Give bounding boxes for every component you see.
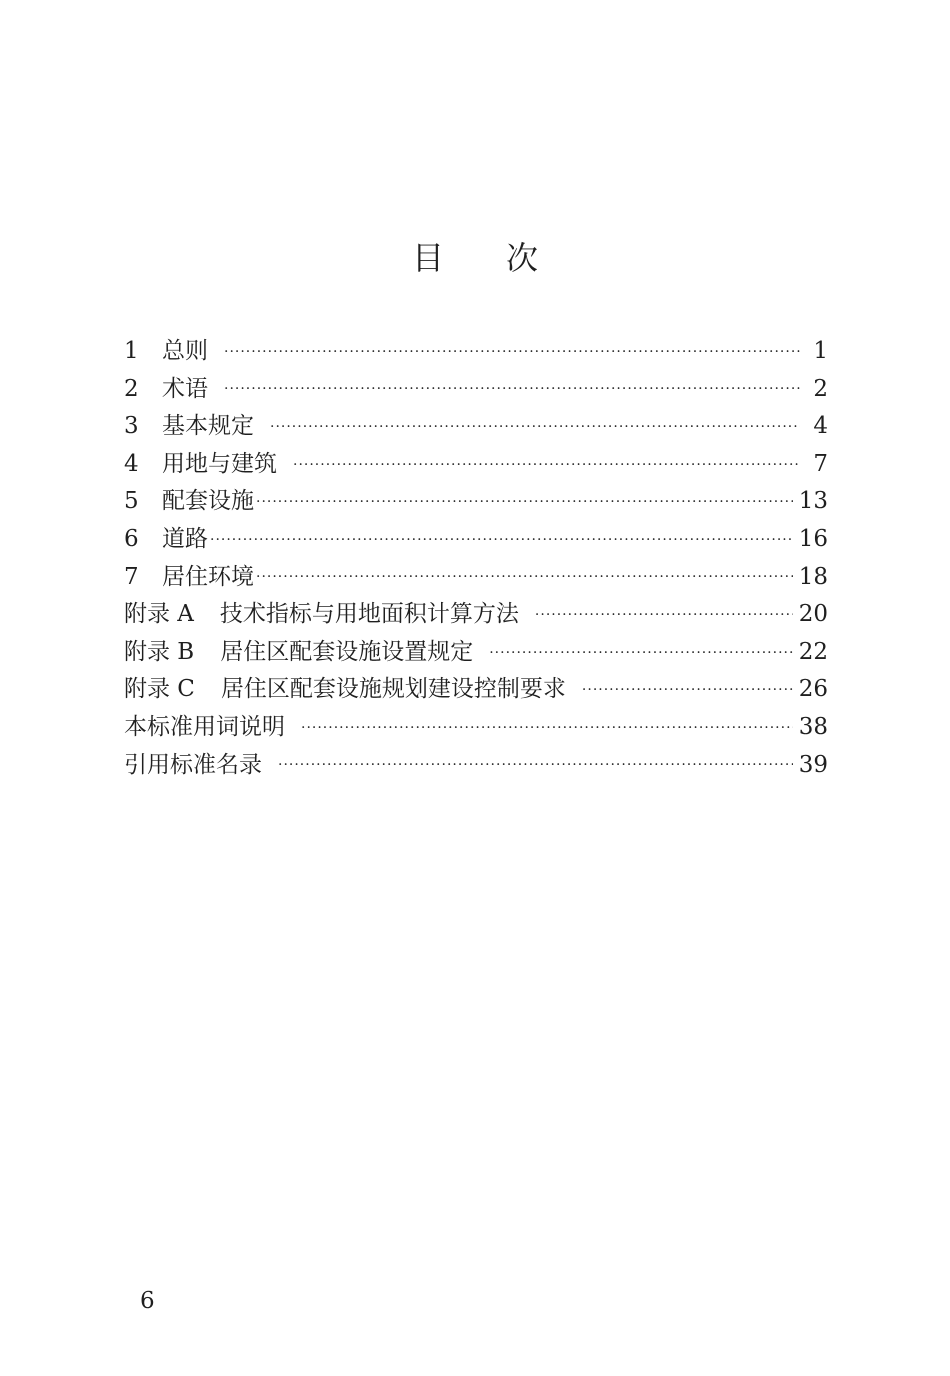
toc-entry-appendix-c[interactable]	[124, 671, 828, 709]
dot-leader	[256, 495, 793, 509]
appendix-prefix: 附录 C	[124, 676, 195, 703]
toc-entry-page: 38	[798, 713, 828, 740]
toc-entry-number: 1	[124, 338, 139, 364]
toc-entry-roads[interactable]	[124, 521, 828, 559]
dot-leader	[224, 345, 800, 359]
toc-entry-label: 术语	[162, 375, 208, 402]
dot-leader	[224, 382, 800, 396]
toc-entry-number: 3	[124, 413, 139, 440]
dot-leader	[535, 608, 793, 622]
appendix-prefix: 附录 B	[124, 638, 195, 665]
page-number: 6	[140, 1288, 155, 1314]
dot-leader	[582, 683, 793, 697]
toc-entry-basic-requirements[interactable]	[124, 408, 828, 446]
toc-entry-label: 引用标准名录	[124, 751, 262, 778]
toc-entry-number: 4	[124, 450, 139, 477]
dot-leader	[301, 721, 793, 735]
toc-entry-number: 6	[124, 525, 139, 552]
toc-entry-label: 用地与建筑	[162, 450, 277, 477]
dot-leader	[278, 758, 793, 772]
toc-entry-label: 配套设施	[162, 488, 254, 515]
toc-entry-general[interactable]	[124, 333, 828, 371]
toc-entry-page: 22	[798, 638, 828, 665]
toc-entry-terms[interactable]	[124, 371, 828, 409]
toc-entry-page: 7	[813, 450, 828, 477]
toc-entry-wording-explanation[interactable]	[124, 709, 828, 747]
toc-entry-label: 居住区配套设施设置规定	[220, 638, 474, 665]
toc-entry-number: 2	[124, 375, 139, 402]
toc-entry-label: 总则	[162, 338, 208, 364]
toc-entry-label: 基本规定	[162, 413, 254, 440]
toc-entry-page: 1	[813, 338, 828, 364]
toc-entry-label: 本标准用词说明	[124, 713, 285, 740]
toc-entry-appendix-a[interactable]	[124, 596, 828, 634]
toc-entry-page: 26	[798, 676, 828, 703]
toc-entry-land-and-buildings[interactable]	[124, 446, 828, 484]
toc-entry-label: 居住区配套设施规划建设控制要求	[220, 676, 566, 703]
toc-entry-page: 13	[798, 488, 828, 515]
dot-leader	[270, 420, 800, 434]
toc-entry-label: 居住环境	[162, 563, 254, 590]
dot-leader	[293, 458, 800, 472]
dot-leader	[210, 533, 793, 547]
toc-entry-page: 20	[798, 601, 828, 628]
toc-entry-number: 7	[124, 563, 139, 590]
dot-leader	[489, 646, 793, 660]
table-of-contents	[124, 333, 828, 784]
toc-entry-page: 18	[798, 563, 828, 590]
toc-entry-label: 道路	[162, 525, 208, 552]
toc-entry-appendix-b[interactable]	[124, 634, 828, 672]
toc-entry-normative-references[interactable]	[124, 747, 828, 785]
page-title: 目次	[411, 239, 600, 277]
toc-entry-number: 5	[124, 488, 139, 515]
toc-entry-label: 技术指标与用地面积计算方法	[219, 601, 519, 628]
dot-leader	[256, 570, 793, 584]
toc-entry-page: 2	[813, 375, 828, 402]
toc-entry-living-environment[interactable]	[124, 559, 828, 597]
appendix-prefix: 附录 A	[124, 601, 194, 628]
toc-entry-page: 4	[813, 413, 828, 440]
toc-entry-page: 16	[798, 525, 828, 552]
toc-entry-facilities[interactable]	[124, 483, 828, 521]
toc-entry-page: 39	[798, 751, 828, 778]
